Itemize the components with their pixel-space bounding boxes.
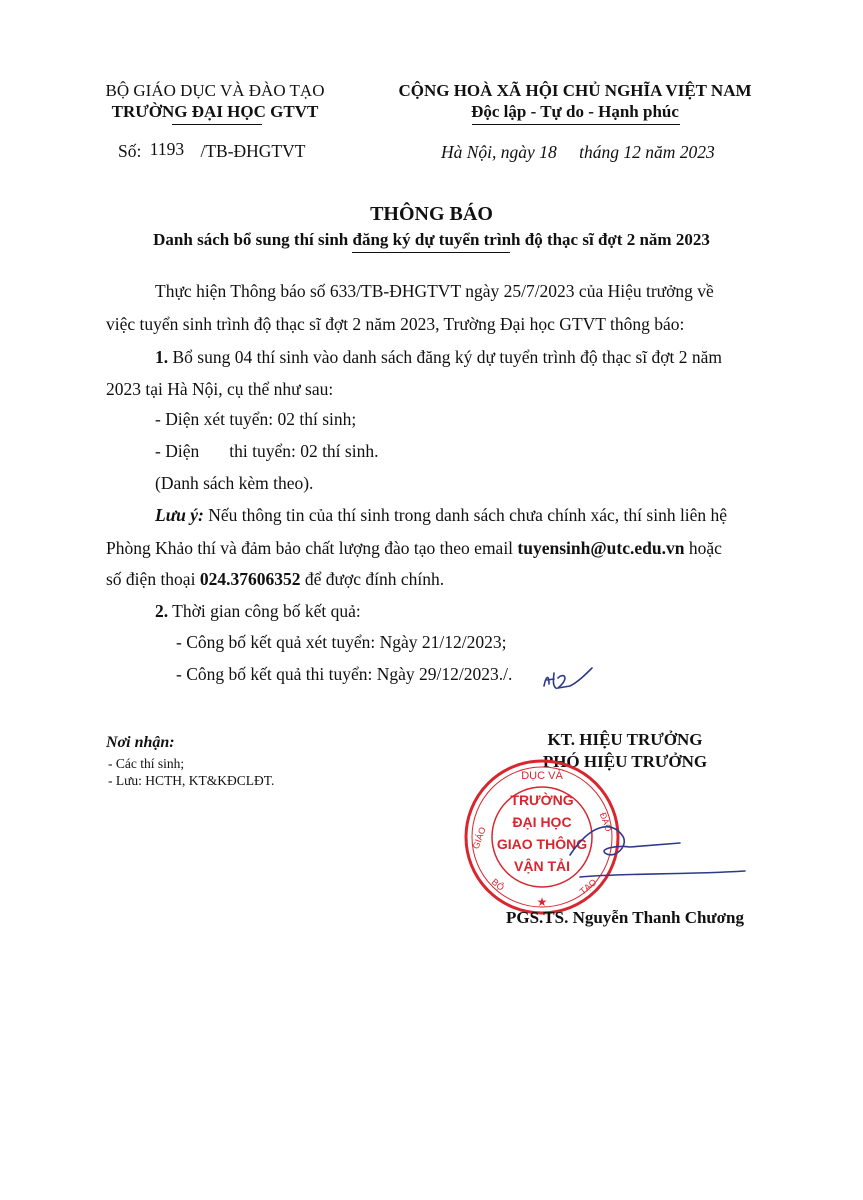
seal-ring-right: ĐÀO xyxy=(597,811,614,833)
paragraph-2-line-1 xyxy=(155,347,722,368)
paragraph-3 xyxy=(155,601,361,622)
seal-line-2: ĐẠI HỌC xyxy=(512,814,572,830)
seal-star-icon: ★ xyxy=(536,895,548,909)
recipient-item: - Lưu: HCTH, KT&KĐCLĐT. xyxy=(108,773,275,788)
contact-email: tuyensinh@utc.edu.vn xyxy=(517,538,685,558)
number-prefix: Số: xyxy=(118,141,142,161)
document-date xyxy=(441,142,715,163)
date-part-1: Hà Nội, ngày 18 xyxy=(441,142,557,162)
note-text-2: Phòng Khảo thí và đảm bảo chất lượng đào tạo theo email xyxy=(106,538,518,558)
subtitle-underline xyxy=(352,252,510,253)
national-motto: Độc lập - Tự do - Hạnh phúc xyxy=(471,102,679,121)
seal-line-3: GIAO THÔNG xyxy=(496,836,588,852)
note-text-3b: để được đính chính. xyxy=(300,569,445,589)
seal-ring-bottom-left: BỘ xyxy=(489,876,507,893)
contact-phone: 024.37606352 xyxy=(199,569,301,589)
list-item-admission-review: - Diện xét tuyển: 02 thí sinh; xyxy=(155,409,357,429)
seal-ring-top: DỤC VÀ xyxy=(521,770,563,782)
note-text-1: Nếu thông tin của thí sinh trong danh sách chưa chính xác, thí sinh liên hệ xyxy=(203,505,728,525)
seal-line-1: TRƯỜNG xyxy=(510,792,574,808)
date-part-2: tháng 12 năm 2023 xyxy=(579,142,715,162)
note-line-2 xyxy=(106,538,722,559)
recipient-item: - Các thí sinh; xyxy=(108,756,185,771)
signer-name: PGS.TS. Nguyễn Thanh Chương xyxy=(505,908,745,927)
seal-ring-bottom-right: TẠO xyxy=(577,876,599,897)
result-date-review: - Công bố kết quả xét tuyển: Ngày 21/12/2023; xyxy=(176,632,507,652)
number-value: 1193 xyxy=(149,139,185,159)
recipients-label: Nơi nhận: xyxy=(106,734,175,751)
paragraph-2-text: Bổ sung 04 thí sinh vào danh sách đăng ký dự tuyển trình độ thạc sĩ đợt 2 năm xyxy=(168,347,723,367)
seal-line-4: VẬN TẢI xyxy=(514,858,570,874)
document-number xyxy=(118,141,305,162)
signature-position: PHÓ HIỆU TRƯỞNG xyxy=(542,752,708,771)
document-subtitle: Danh sách bổ sung thí sinh đăng ký dự tuyển trình độ thạc sĩ đợt 2 năm 2023 xyxy=(153,230,710,249)
university-underline xyxy=(172,124,262,125)
paragraph-3-number: 2. xyxy=(155,601,169,621)
paragraph-2-line-2: 2023 tại Hà Nội, cụ thể như sau: xyxy=(106,379,334,399)
note-line-3 xyxy=(106,569,444,590)
item-2-text: thi tuyển: 02 thí sinh. xyxy=(229,441,379,461)
item-2-prefix: - Diện xyxy=(155,441,200,461)
motto-underline xyxy=(472,124,680,125)
note-label: Lưu ý: xyxy=(155,505,204,525)
number-suffix: /TB-ĐHGTVT xyxy=(200,141,306,161)
paragraph-1-line-2: việc tuyển sinh trình độ thạc sĩ đợt 2 năm 2023, Trường Đại học GTVT thông báo: xyxy=(106,314,685,334)
result-date-exam: - Công bố kết quả thi tuyển: Ngày 29/12/2023./. xyxy=(176,664,513,684)
note-text-2b: hoặc xyxy=(684,538,722,558)
university-name: TRƯỜNG ĐẠI HỌC GTVT xyxy=(111,102,319,121)
country-name: CỘNG HOÀ XÃ HỘI CHỦ NGHĨA VIỆT NAM xyxy=(398,81,752,100)
signature-on-behalf: KT. HIỆU TRƯỞNG xyxy=(547,730,703,749)
note-line-1 xyxy=(155,505,727,526)
paragraph-2-number: 1. xyxy=(155,347,169,367)
seal-ring-left: GIÁO xyxy=(470,825,488,851)
note-text-3: số điện thoại xyxy=(106,569,200,589)
paragraph-3-text: Thời gian công bố kết quả: xyxy=(168,601,361,621)
document-title: THÔNG BÁO xyxy=(370,203,493,225)
list-item-admission-exam xyxy=(155,441,378,462)
initials-mark xyxy=(540,664,595,696)
attachment-note: (Danh sách kèm theo). xyxy=(155,473,314,493)
ministry-name: BỘ GIÁO DỤC VÀ ĐÀO TẠO xyxy=(105,81,325,100)
paragraph-1-line-1: Thực hiện Thông báo số 633/TB-ĐHGTVT ngày 25/7/2023 của Hiệu trưởng về xyxy=(155,281,714,301)
handwritten-signature xyxy=(560,815,760,895)
